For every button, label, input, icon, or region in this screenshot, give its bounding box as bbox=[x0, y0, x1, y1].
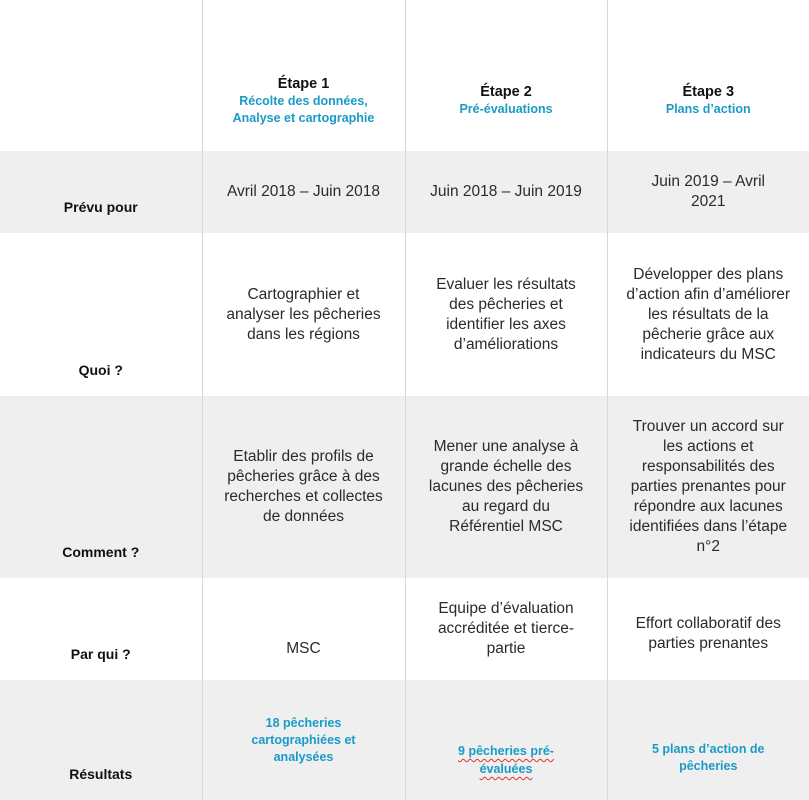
how-stage-3: Trouver un accord sur les actions et responsabilités des parties prenantes pour répondre aux lacunes identifiées dans l’étape n°2 bbox=[607, 396, 809, 578]
header-row bbox=[0, 0, 809, 151]
results-stage-2-cell bbox=[405, 680, 607, 800]
results-stage-1: 18 pêcheries cartographiées et analysées bbox=[202, 680, 405, 800]
who-stage-1: MSC bbox=[202, 578, 405, 680]
planned-stage-1: Avril 2018 – Juin 2018 bbox=[202, 151, 405, 233]
row-label-how: Comment ? bbox=[0, 396, 202, 578]
stage-2-title: Étape 2 bbox=[480, 84, 532, 100]
row-who bbox=[0, 578, 809, 680]
how-stage-2: Mener une analyse à grande échelle des lacunes des pêcheries au regard du Référentiel MSC bbox=[405, 396, 607, 578]
what-stage-2: Evaluer les résultats des pêcheries et identifier les axes d’améliorations bbox=[405, 233, 607, 396]
row-how bbox=[0, 396, 809, 578]
stage-1-header bbox=[202, 0, 405, 151]
row-label-who: Par qui ? bbox=[0, 578, 202, 680]
planned-stage-3: Juin 2019 – Avril 2021 bbox=[607, 151, 809, 233]
stage-3-title: Étape 3 bbox=[682, 84, 735, 100]
stage-2-subtitle: Pré-évaluations bbox=[459, 102, 553, 116]
row-label-what: Quoi ? bbox=[0, 233, 202, 396]
what-stage-3: Développer des plans d’action afin d’améliorer les résultats de la pêcherie grâce aux indicateurs du MSC bbox=[607, 233, 809, 396]
results-stage-2: 9 pêcheries pré-évaluées bbox=[458, 744, 554, 776]
header-empty-cell bbox=[0, 0, 202, 151]
stage-3-header bbox=[607, 0, 809, 151]
what-stage-1: Cartographier et analyser les pêcheries dans les régions bbox=[202, 233, 405, 396]
row-results bbox=[0, 680, 809, 800]
row-label-planned: Prévu pour bbox=[0, 151, 202, 233]
who-stage-2: Equipe d’évaluation accréditée et tierce-partie bbox=[405, 578, 607, 680]
stage-2-header bbox=[405, 0, 607, 151]
row-planned bbox=[0, 151, 809, 233]
stage-1-title: Étape 1 bbox=[277, 75, 330, 92]
row-label-results: Résultats bbox=[0, 680, 202, 800]
planned-stage-2: Juin 2018 – Juin 2019 bbox=[405, 151, 607, 233]
how-stage-1: Etablir des profils de pêcheries grâce à des recherches et collectes de données bbox=[202, 396, 405, 578]
stage-3-subtitle: Plans d’action bbox=[665, 102, 751, 116]
who-stage-3: Effort collaboratif des parties prenantes bbox=[607, 578, 809, 680]
stage-1-subtitle: Récolte des données, Analyse et cartographie bbox=[232, 93, 375, 125]
results-stage-3: 5 plans d’action de pêcheries bbox=[607, 680, 809, 800]
row-what bbox=[0, 233, 809, 396]
